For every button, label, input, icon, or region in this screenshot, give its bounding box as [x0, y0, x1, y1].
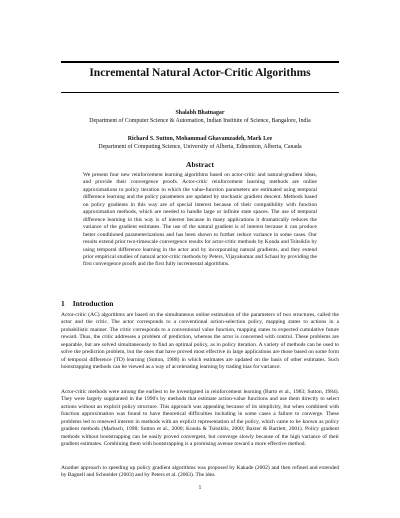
author-affiliation: Department of Computer Science & Automation, Indian Institute of Science, Bangalore, India [89, 118, 311, 124]
author-block-1 [30, 109, 370, 125]
author-block-2 [30, 135, 370, 151]
abstract-heading: Abstract [186, 160, 214, 169]
page-number: 1 [198, 485, 202, 491]
title-top-rule [61, 61, 339, 63]
paragraph-2: Actor-critic methods were among the earliest to be investigated in reinforcement learning (Barto et al., 1983; Sutton, 1984). They were largely supplanted in the 1990's by methods that estimate action-value functions and use them directly to select actions without an explicit policy structure. This approach was appealing because of its simplicity, but when combined with function approximation was found to have theoretical difficulties including in some cases a failure to converge. These problems led to renewed interest in methods with an explicit representation of the policy, which came to be known as policy gradient methods (Marbach, 1998; Sutton et al., 2000; Konda & Tsitsiklis, 2000; Baxter & Bartlett, 2001). Policy gradient methods without bootstrapping can be easily proved convergent, but converge slowly because of the high variance of their gradient estimates. Combining them with bootstrapping is a promising avenue toward a more effective method. [61, 389, 339, 448]
section-title: Introduction [72, 299, 114, 308]
paragraph-1: Actor-critic (AC) algorithms are based on the simultaneous online estimation of the parameters of two structures, called the actor and the critic. The actor corresponds to a conventional action-selection policy, mapping states to actions in a probabilistic manner. The critic corresponds to a conventional value function, mapping states to expected cumulative future reward. Thus, the critic addresses a problem of prediction, whereas the actor is concerned with control. These problems are separable, but are solved simultaneously to find an optimal policy, as in policy iteration. A variety of methods can be used to solve the prediction problem, but the ones that have proved most effective in large applications are those based on some form of temporal difference (TD) learning (Sutton, 1988) in which estimates are updated on the basis of other estimates. Such bootstrapping methods can be viewed as a way of accelerating learning by trading bias for variance. [61, 312, 339, 371]
paragraph-3: Another approach to speeding up policy gradient algorithms was proposed by Kakade (2002) and then refined and extended by Bagnell and Schneider (2003) and by Peters et al. (2003). The idea [61, 465, 339, 479]
author-affiliation: Department of Computing Science, University of Alberta, Edmonton, Alberta, Canada [98, 144, 302, 150]
paper-title: Incremental Natural Actor-Critic Algorithms [89, 67, 311, 79]
author-names: Shalabh Bhatnagar [175, 110, 225, 116]
section-heading [61, 299, 121, 308]
title-bottom-rule [61, 92, 339, 93]
author-names: Richard S. Sutton, Mohammad Ghavamzadeh, Mark Lee [127, 136, 273, 142]
abstract-text: We present four new reinforcement learning algorithms based on actor-critic and natural-gradient ideas, and provide their convergence proofs. Actor-critic reinforcement learning methods are online approximations to policy iteration in which the value-function parameters are estimated using temporal difference learning and the policy parameters are updated by stochastic gradient descent. Methods based on policy gradients in this way are of special interest because of their compatibility with function approximation methods, which are needed to handle large or infinite state spaces. The use of temporal difference learning in this way is of interest because in many applications it dramatically reduces the variance of the gradient estimates. The use of the natural gradient is of interest because it can produce better conditioned parameterizations and has been shown to further reduce variance in some cases. Our results extend prior two-timescale convergence results for actor-critic methods by Konda and Tsitsiklis by using temporal difference learning in the actor and by incorporating natural gradients, and they extend prior empirical studies of natural actor-critic methods by Peters, Vijayakumar and Schaal by providing the first convergence proofs and the first fully incremental algorithms. [83, 172, 317, 268]
section-number: 1 [61, 299, 65, 308]
